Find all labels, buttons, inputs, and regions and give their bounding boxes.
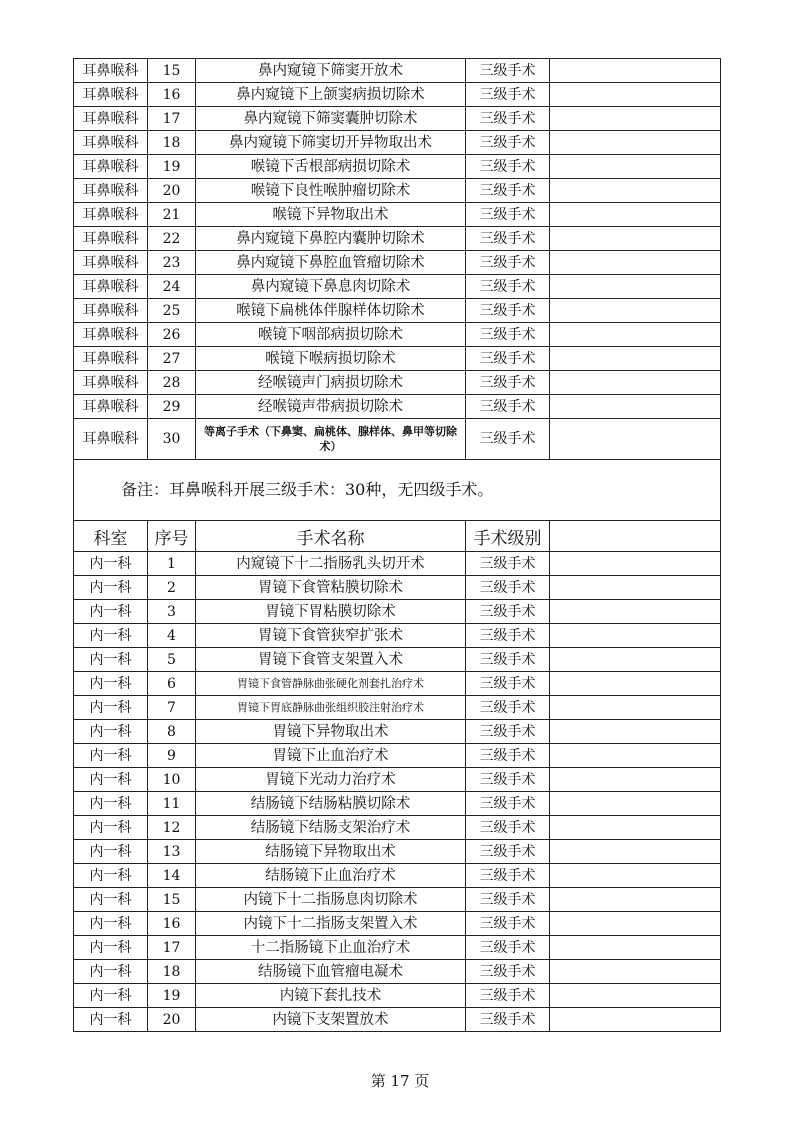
surgery-name-cell: 胃镜下胃粘膜切除术: [196, 600, 466, 624]
remark-cell: [550, 155, 721, 179]
department-cell: 耳鼻喉科: [74, 251, 148, 275]
table-row: [74, 395, 721, 419]
remark-cell: [550, 251, 721, 275]
number-cell: 23: [148, 251, 196, 275]
department-cell: 耳鼻喉科: [74, 419, 148, 460]
surgery-name-cell: 内窥镜下十二指肠乳头切开术: [196, 552, 466, 576]
number-cell: 16: [148, 912, 196, 936]
department-cell: 耳鼻喉科: [74, 131, 148, 155]
surgery-level-cell: 三级手术: [466, 83, 550, 107]
department-cell: 耳鼻喉科: [74, 371, 148, 395]
remark-cell: [550, 552, 721, 576]
surgery-name-cell: 喉镜下扁桃体伴腺样体切除术: [196, 299, 466, 323]
remark-cell: [550, 696, 721, 720]
table-row: [74, 864, 721, 888]
remark-cell: [550, 648, 721, 672]
remark-cell: [550, 768, 721, 792]
department-cell: 内一科: [74, 744, 148, 768]
number-cell: 30: [148, 419, 196, 460]
header-surgery-level: 手术级别: [466, 521, 550, 552]
surgery-level-cell: 三级手术: [466, 107, 550, 131]
number-cell: 18: [148, 131, 196, 155]
department-cell: 内一科: [74, 624, 148, 648]
surgery-level-cell: 三级手术: [466, 888, 550, 912]
remark-cell: [550, 936, 721, 960]
surgery-name-cell: 鼻内窥镜下筛窦切开异物取出术: [196, 131, 466, 155]
page-number: 第 17 页: [370, 1072, 430, 1090]
remark-cell: [550, 107, 721, 131]
surgery-level-cell: 三级手术: [466, 299, 550, 323]
surgery-level-cell: 三级手术: [466, 227, 550, 251]
ent-note: 备注：耳鼻喉科开展三级手术：30种，无四级手术。: [74, 460, 721, 521]
table-row: [74, 648, 721, 672]
department-cell: 耳鼻喉科: [74, 155, 148, 179]
number-cell: 19: [148, 155, 196, 179]
surgery-level-cell: 三级手术: [466, 792, 550, 816]
surgery-level-cell: 三级手术: [466, 371, 550, 395]
surgery-level-cell: 三级手术: [466, 323, 550, 347]
remark-cell: [550, 600, 721, 624]
surgery-name-cell: 胃镜下胃底静脉曲张组织胶注射治疗术: [196, 696, 466, 720]
number-cell: 20: [148, 1008, 196, 1032]
surgery-level-cell: 三级手术: [466, 600, 550, 624]
surgery-list-sheet: [73, 58, 720, 1032]
remark-cell: [550, 720, 721, 744]
table-row: [74, 720, 721, 744]
table-row: [74, 59, 721, 83]
remark-cell: [550, 960, 721, 984]
surgery-name-cell: 胃镜下食管粘膜切除术: [196, 576, 466, 600]
surgery-level-cell: 三级手术: [466, 768, 550, 792]
department-cell: 耳鼻喉科: [74, 299, 148, 323]
surgery-level-cell: 三级手术: [466, 1008, 550, 1032]
table-row: [74, 960, 721, 984]
surgery-name-cell: 鼻内窥镜下鼻息肉切除术: [196, 275, 466, 299]
number-cell: 2: [148, 576, 196, 600]
remark-cell: [550, 816, 721, 840]
surgery-level-cell: 三级手术: [466, 275, 550, 299]
table-row: [74, 275, 721, 299]
number-cell: 5: [148, 648, 196, 672]
table-row: [74, 840, 721, 864]
surgery-name-cell: 胃镜下食管支架置入术: [196, 648, 466, 672]
table-row: [74, 203, 721, 227]
remark-cell: [550, 59, 721, 83]
surgery-name-cell: 内镜下套扎技术: [196, 984, 466, 1008]
department-cell: 耳鼻喉科: [74, 275, 148, 299]
surgery-name-cell: 内镜下十二指肠支架置入术: [196, 912, 466, 936]
number-cell: 14: [148, 864, 196, 888]
surgery-level-cell: 三级手术: [466, 395, 550, 419]
surgery-name-cell: 喉镜下咽部病损切除术: [196, 323, 466, 347]
header-remark: [550, 521, 721, 552]
ent-section: [74, 59, 721, 460]
remark-cell: [550, 792, 721, 816]
surgery-level-cell: 三级手术: [466, 744, 550, 768]
department-cell: 内一科: [74, 576, 148, 600]
department-cell: 内一科: [74, 816, 148, 840]
department-cell: 内一科: [74, 912, 148, 936]
table-row: [74, 179, 721, 203]
department-cell: 内一科: [74, 720, 148, 744]
surgery-level-cell: 三级手术: [466, 864, 550, 888]
table-row: [74, 251, 721, 275]
remark-cell: [550, 275, 721, 299]
table-row: [74, 768, 721, 792]
surgery-level-cell: 三级手术: [466, 936, 550, 960]
remark-cell: [550, 227, 721, 251]
remark-cell: [550, 299, 721, 323]
department-cell: 耳鼻喉科: [74, 83, 148, 107]
surgery-name-cell: 经喉镜声带病损切除术: [196, 395, 466, 419]
number-cell: 4: [148, 624, 196, 648]
table-row: [74, 624, 721, 648]
surgery-level-cell: 三级手术: [466, 131, 550, 155]
remark-cell: [550, 576, 721, 600]
ent-note-section: [74, 460, 721, 521]
number-cell: 15: [148, 59, 196, 83]
surgery-level-cell: 三级手术: [466, 624, 550, 648]
table-row: [74, 227, 721, 251]
number-cell: 11: [148, 792, 196, 816]
surgery-name-cell: 鼻内窥镜下鼻腔内囊肿切除术: [196, 227, 466, 251]
department-cell: 耳鼻喉科: [74, 59, 148, 83]
table-row: [74, 1008, 721, 1032]
number-cell: 9: [148, 744, 196, 768]
department-cell: 内一科: [74, 936, 148, 960]
surgery-name-cell: 喉镜下舌根部病损切除术: [196, 155, 466, 179]
surgery-level-cell: 三级手术: [466, 960, 550, 984]
surgery-name-cell: 胃镜下光动力治疗术: [196, 768, 466, 792]
table-row: [74, 155, 721, 179]
table-row: [74, 600, 721, 624]
surgery-name-cell: 喉镜下异物取出术: [196, 203, 466, 227]
remark-cell: [550, 131, 721, 155]
table-row: [74, 107, 721, 131]
header-surgery-name: 手术名称: [196, 521, 466, 552]
department-cell: 内一科: [74, 672, 148, 696]
surgery-name-cell: 结肠镜下结肠支架治疗术: [196, 816, 466, 840]
remark-cell: [550, 984, 721, 1008]
internal-medicine-section: [74, 552, 721, 1032]
surgery-level-cell: 三级手术: [466, 155, 550, 179]
number-cell: 10: [148, 768, 196, 792]
department-cell: 耳鼻喉科: [74, 347, 148, 371]
remark-cell: [550, 840, 721, 864]
number-cell: 19: [148, 984, 196, 1008]
number-cell: 15: [148, 888, 196, 912]
department-cell: 耳鼻喉科: [74, 395, 148, 419]
department-cell: 内一科: [74, 600, 148, 624]
table-row: [74, 371, 721, 395]
remark-cell: [550, 624, 721, 648]
department-cell: 内一科: [74, 696, 148, 720]
number-cell: 12: [148, 816, 196, 840]
surgery-name-cell: 结肠镜下血管瘤电凝术: [196, 960, 466, 984]
surgery-name-cell: 内镜下十二指肠息肉切除术: [196, 888, 466, 912]
remark-cell: [550, 912, 721, 936]
remark-cell: [550, 323, 721, 347]
department-cell: 内一科: [74, 888, 148, 912]
surgery-name-cell: 鼻内窥镜下上颌窦病损切除术: [196, 83, 466, 107]
surgery-name-cell: 鼻内窥镜下鼻腔血管瘤切除术: [196, 251, 466, 275]
remark-cell: [550, 83, 721, 107]
department-cell: 耳鼻喉科: [74, 323, 148, 347]
number-cell: 25: [148, 299, 196, 323]
remark-cell: [550, 395, 721, 419]
surgery-level-cell: 三级手术: [466, 347, 550, 371]
header-department: 科室: [74, 521, 148, 552]
surgery-level-cell: 三级手术: [466, 552, 550, 576]
surgery-name-cell: 经喉镜声门病损切除术: [196, 371, 466, 395]
table-row: [74, 419, 721, 460]
department-cell: 耳鼻喉科: [74, 107, 148, 131]
table-row: [74, 984, 721, 1008]
surgery-name-cell: 鼻内窥镜下筛窦囊肿切除术: [196, 107, 466, 131]
remark-cell: [550, 203, 721, 227]
surgery-name-cell: 胃镜下异物取出术: [196, 720, 466, 744]
table-row: [74, 696, 721, 720]
surgery-level-cell: 三级手术: [466, 984, 550, 1008]
surgery-level-cell: 三级手术: [466, 59, 550, 83]
table-row: [74, 83, 721, 107]
remark-cell: [550, 419, 721, 460]
table-row: [74, 347, 721, 371]
number-cell: 8: [148, 720, 196, 744]
surgery-level-cell: 三级手术: [466, 648, 550, 672]
surgery-level-cell: 三级手术: [466, 419, 550, 460]
header-number: 序号: [148, 521, 196, 552]
number-cell: 16: [148, 83, 196, 107]
surgery-name-cell: 结肠镜下结肠粘膜切除术: [196, 792, 466, 816]
number-cell: 1: [148, 552, 196, 576]
surgery-level-cell: 三级手术: [466, 251, 550, 275]
table-row: [74, 323, 721, 347]
department-cell: 耳鼻喉科: [74, 179, 148, 203]
number-cell: 7: [148, 696, 196, 720]
remark-cell: [550, 371, 721, 395]
number-cell: 26: [148, 323, 196, 347]
surgery-level-cell: 三级手术: [466, 576, 550, 600]
number-cell: 21: [148, 203, 196, 227]
remark-cell: [550, 347, 721, 371]
table-row: [74, 912, 721, 936]
department-cell: 内一科: [74, 768, 148, 792]
department-cell: 内一科: [74, 840, 148, 864]
remark-cell: [550, 744, 721, 768]
table-row: [74, 888, 721, 912]
department-cell: 耳鼻喉科: [74, 227, 148, 251]
department-cell: 耳鼻喉科: [74, 203, 148, 227]
surgery-level-cell: 三级手术: [466, 179, 550, 203]
table-row: [74, 744, 721, 768]
number-cell: 20: [148, 179, 196, 203]
number-cell: 6: [148, 672, 196, 696]
surgery-level-cell: 三级手术: [466, 672, 550, 696]
surgery-name-cell: 鼻内窥镜下筛窦开放术: [196, 59, 466, 83]
surgery-level-cell: 三级手术: [466, 816, 550, 840]
table-row: [74, 816, 721, 840]
number-cell: 17: [148, 107, 196, 131]
surgery-level-cell: 三级手术: [466, 203, 550, 227]
surgery-name-cell: 十二指肠镜下止血治疗术: [196, 936, 466, 960]
number-cell: 3: [148, 600, 196, 624]
surgery-name-cell: 喉镜下喉病损切除术: [196, 347, 466, 371]
number-cell: 27: [148, 347, 196, 371]
surgery-name-cell: 内镜下支架置放术: [196, 1008, 466, 1032]
department-cell: 内一科: [74, 960, 148, 984]
department-cell: 内一科: [74, 648, 148, 672]
table-row: [74, 672, 721, 696]
table-row: [74, 792, 721, 816]
surgery-table: [73, 58, 721, 1032]
department-cell: 内一科: [74, 864, 148, 888]
remark-cell: [550, 672, 721, 696]
department-cell: 内一科: [74, 1008, 148, 1032]
table-row: [74, 131, 721, 155]
number-cell: 13: [148, 840, 196, 864]
table-row: [74, 936, 721, 960]
surgery-name-cell: 胃镜下食管狭窄扩张术: [196, 624, 466, 648]
surgery-name-cell: 胃镜下止血治疗术: [196, 744, 466, 768]
remark-cell: [550, 1008, 721, 1032]
number-cell: 24: [148, 275, 196, 299]
table-row: [74, 552, 721, 576]
surgery-name-cell: 胃镜下食管静脉曲张硬化剂套扎治疗术: [196, 672, 466, 696]
table-row: [74, 576, 721, 600]
surgery-level-cell: 三级手术: [466, 696, 550, 720]
surgery-name-cell: 结肠镜下止血治疗术: [196, 864, 466, 888]
remark-cell: [550, 864, 721, 888]
internal-medicine-header: [74, 521, 721, 552]
surgery-level-cell: 三级手术: [466, 720, 550, 744]
surgery-name-cell: 等离子手术（下鼻窦、扁桃体、腺样体、鼻甲等切除术）: [196, 419, 466, 460]
number-cell: 29: [148, 395, 196, 419]
department-cell: 内一科: [74, 792, 148, 816]
surgery-name-cell: 喉镜下良性喉肿瘤切除术: [196, 179, 466, 203]
department-cell: 内一科: [74, 552, 148, 576]
remark-cell: [550, 888, 721, 912]
number-cell: 18: [148, 960, 196, 984]
remark-cell: [550, 179, 721, 203]
surgery-level-cell: 三级手术: [466, 912, 550, 936]
number-cell: 28: [148, 371, 196, 395]
surgery-level-cell: 三级手术: [466, 840, 550, 864]
number-cell: 17: [148, 936, 196, 960]
table-row: [74, 299, 721, 323]
surgery-name-cell: 结肠镜下异物取出术: [196, 840, 466, 864]
department-cell: 内一科: [74, 984, 148, 1008]
number-cell: 22: [148, 227, 196, 251]
